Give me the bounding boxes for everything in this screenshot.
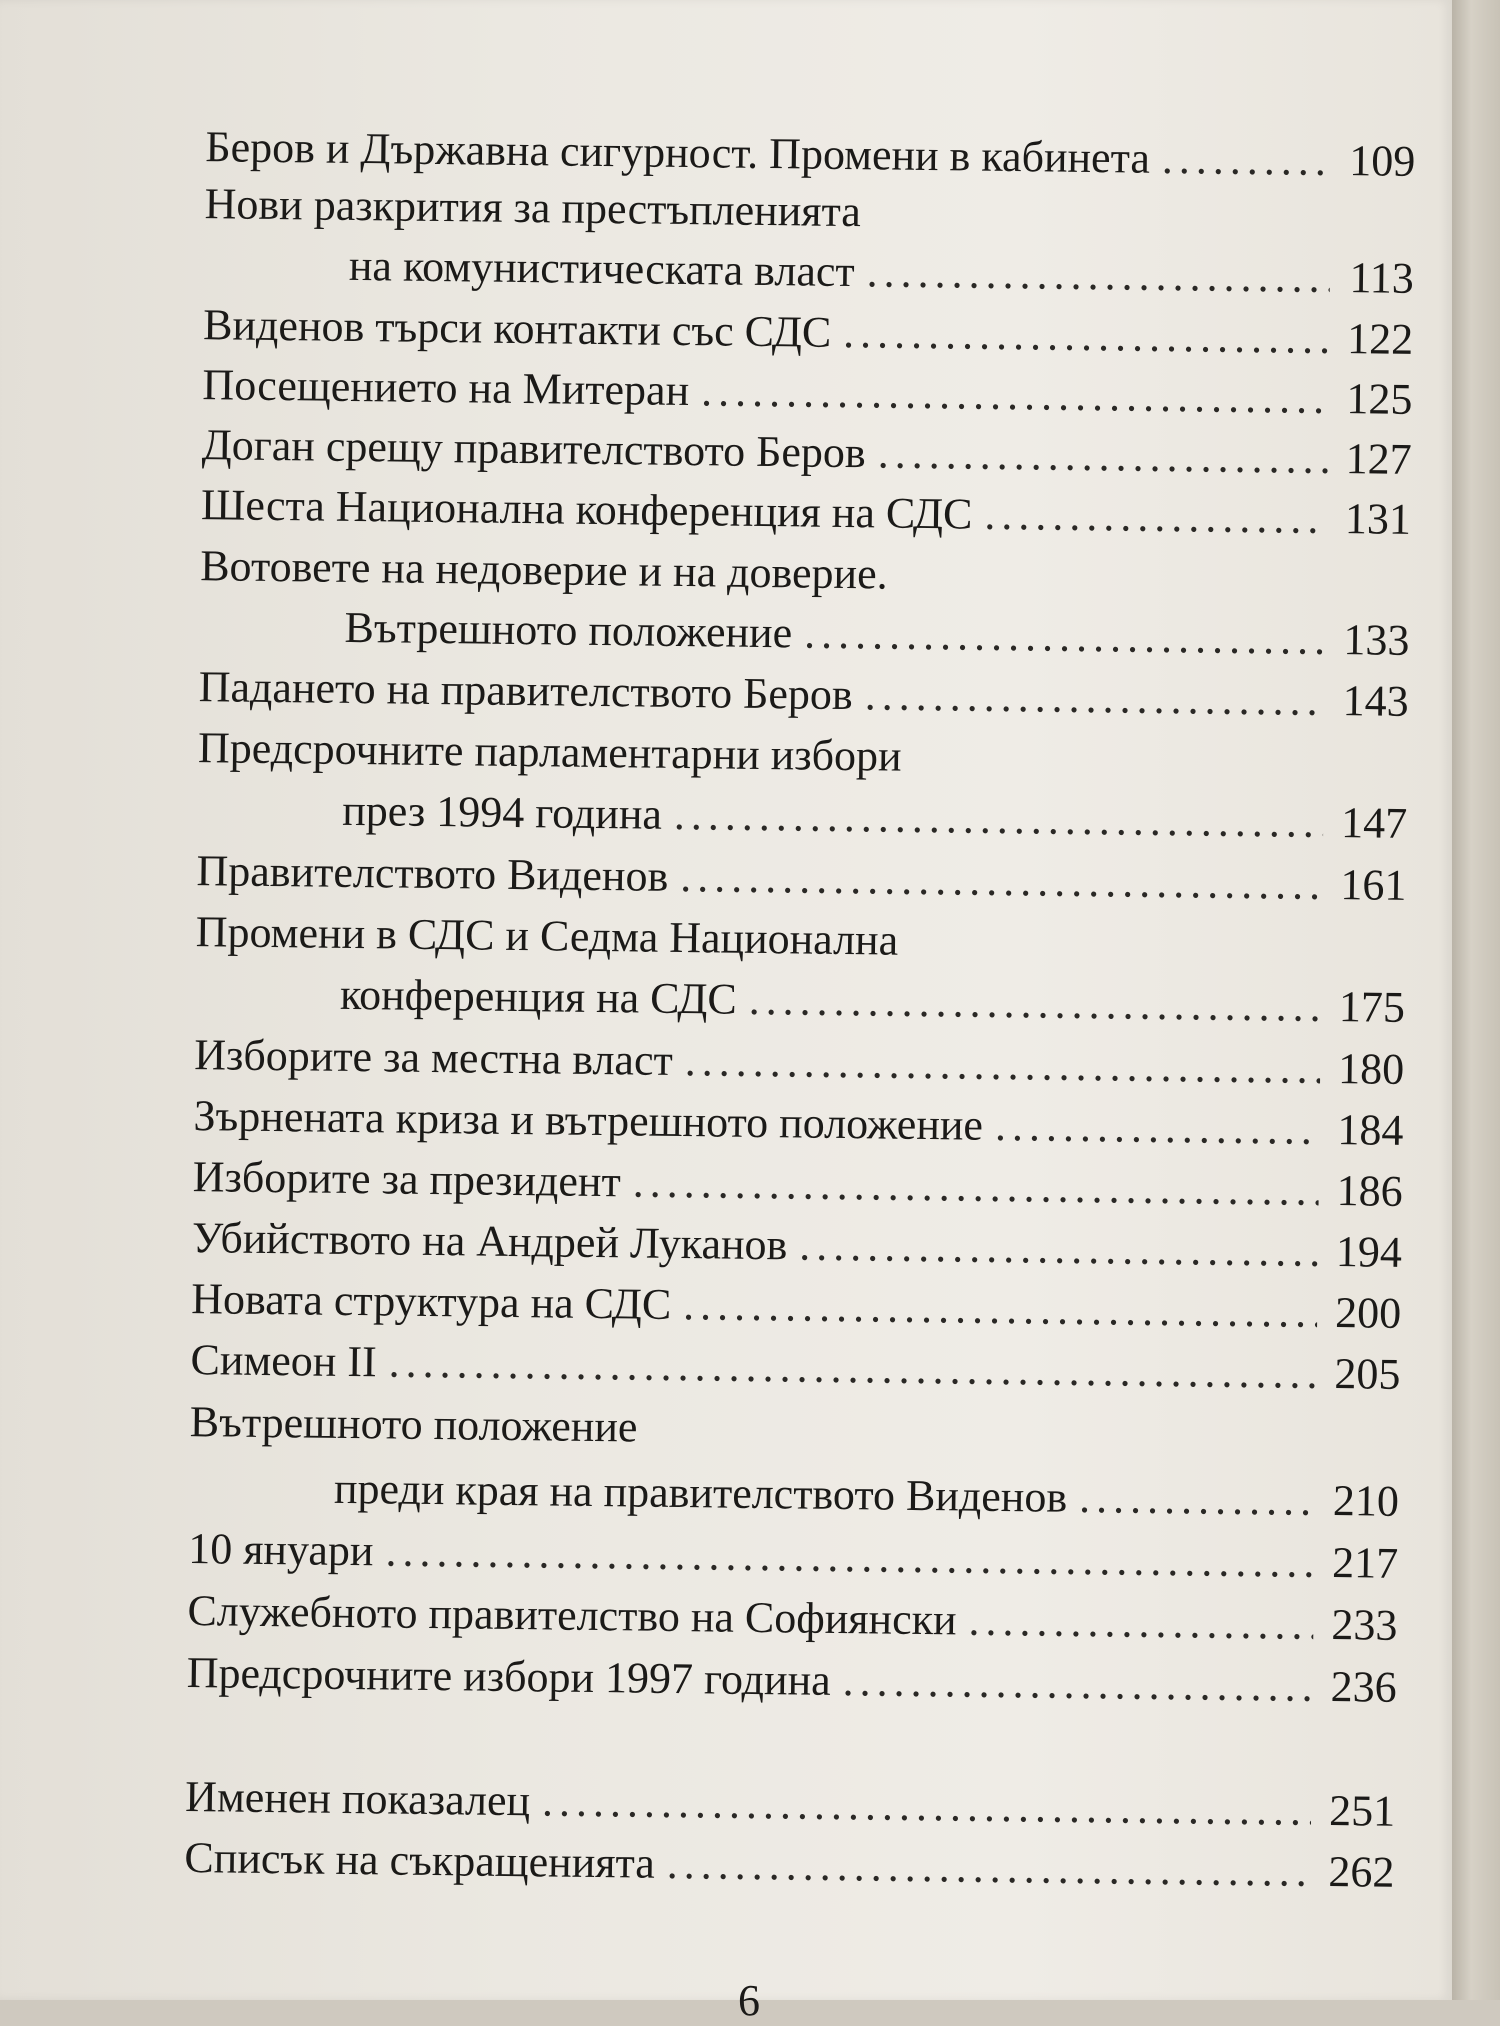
- toc-leader-dots: [864, 669, 1325, 726]
- toc-page-number: 127: [1345, 434, 1412, 484]
- toc-entry: [203, 299, 1414, 370]
- toc-entry: [201, 419, 1412, 490]
- toc-entry-title: конференция на СДС: [339, 969, 738, 1024]
- toc-page-number: 200: [1334, 1288, 1402, 1338]
- toc-leader-dots: [748, 974, 1321, 1032]
- toc-leader-dots: [388, 1336, 1316, 1398]
- toc-entry-continuation: [189, 1461, 1400, 1532]
- toc-leader-dots: [1162, 133, 1332, 186]
- toc-leader-dots: [632, 1156, 1319, 1215]
- toc-entry: [201, 479, 1412, 550]
- toc-entry: [186, 1647, 1397, 1718]
- toc-entry-continuation: [204, 238, 1415, 309]
- toc-leader-dots: [674, 789, 1324, 848]
- toc-page-number: 180: [1337, 1044, 1405, 1094]
- toc-entry-title: Шеста Национална конференция на СДС: [200, 480, 973, 539]
- toc-leader-dots: [799, 1220, 1318, 1277]
- toc-entry-title: Предсрочните парламентарни избори: [197, 723, 902, 781]
- toc-entry-title: Вътрешното положение: [189, 1397, 638, 1452]
- toc-page-number: 113: [1349, 253, 1415, 303]
- toc-page-number: 143: [1342, 676, 1409, 726]
- toc-entry-title: Служебното правителство на Софиянски: [187, 1586, 957, 1645]
- toc-page-number: 205: [1334, 1349, 1401, 1399]
- toc-entry: [202, 359, 1413, 430]
- toc-leader-dots: [842, 1655, 1313, 1712]
- toc-entry-title: Вотовете на недоверие и на доверие.: [199, 541, 888, 599]
- toc-entry-title: Виденов търси контакти със СДС: [202, 300, 832, 357]
- toc-entry: [185, 1771, 1396, 1842]
- toc-page-number: 251: [1328, 1786, 1396, 1836]
- toc-leader-dots: [385, 1525, 1314, 1587]
- toc-entry-title: Изборите за местна власт: [193, 1030, 674, 1085]
- toc-leader-dots: [684, 1035, 1320, 1094]
- toc-entry-title: Убийството на Андрей Луканов: [191, 1213, 788, 1270]
- toc-entry-title: Доган срещу правителството Беров: [201, 420, 867, 478]
- toc-entry: [184, 1832, 1395, 1903]
- toc-entry: [190, 1334, 1401, 1405]
- toc-entry: [194, 1029, 1405, 1100]
- toc-entry-title: Беров и Държавна сигурност. Промени в кабинета: [205, 122, 1151, 183]
- toc-page-number: 233: [1331, 1600, 1398, 1650]
- toc-entry-title: Вътрешното положение: [344, 602, 793, 658]
- toc-leader-dots: [995, 1100, 1320, 1155]
- toc-leader-dots: [667, 1838, 1311, 1897]
- toc-entry-title: Посещението на Митеран: [202, 360, 690, 416]
- toc-leader-dots: [701, 365, 1329, 424]
- toc-page-number: 133: [1343, 615, 1410, 665]
- toc-leader-dots: [683, 1279, 1318, 1338]
- toc-entry: [191, 1273, 1402, 1344]
- toc-entry-title: през 1994 година: [341, 785, 663, 839]
- toc-entry-title: Предсрочните избори 1997 година: [186, 1648, 832, 1705]
- toc-entry-title: Промени в СДС и Седма Национална: [195, 907, 899, 965]
- toc-leader-dots: [866, 246, 1330, 303]
- toc-entry-title: Правителството Виденов: [196, 846, 669, 901]
- toc-entry-title: 10 януари: [187, 1524, 374, 1576]
- toc-page-number: 210: [1332, 1476, 1400, 1526]
- toc-entry: [193, 1090, 1404, 1161]
- toc-page-number: 125: [1346, 374, 1413, 424]
- toc-entry-title: Списък на съкращенията: [184, 1833, 656, 1888]
- toc-page-number: 147: [1340, 798, 1408, 848]
- toc-leader-dots: [968, 1595, 1313, 1650]
- toc-entry-title: Зърнената криза и вътрешното положение: [193, 1091, 984, 1150]
- page-number-footer: 6: [738, 1976, 760, 2025]
- toc-leader-dots: [680, 851, 1323, 910]
- toc-entry-title: Падането на правителството Беров: [198, 662, 854, 720]
- toc-entry-title: Именен показалец: [184, 1772, 531, 1826]
- toc-leader-dots: [984, 489, 1327, 544]
- toc-entry: [198, 722, 1409, 793]
- toc-entry: [198, 661, 1409, 732]
- toc-leader-dots: [542, 1775, 1312, 1835]
- toc-page-number: 161: [1340, 860, 1407, 910]
- toc-entry-title: Симеон II: [190, 1335, 377, 1387]
- toc-page-number: 122: [1346, 314, 1414, 364]
- toc-page-number: 131: [1344, 494, 1412, 544]
- toc-leader-dots: [877, 427, 1328, 483]
- toc-leader-dots: [843, 307, 1330, 364]
- toc-page-number: 236: [1330, 1662, 1397, 1712]
- toc-page-number: 194: [1335, 1227, 1403, 1277]
- toc-entry-continuation: [199, 600, 1410, 671]
- toc-page-number: 175: [1338, 982, 1406, 1032]
- toc-entry-continuation: [197, 783, 1408, 854]
- toc-page-number: 186: [1336, 1166, 1404, 1216]
- toc-entry-title: Изборите за президент: [192, 1152, 622, 1207]
- toc-entry: [196, 845, 1407, 916]
- toc-leader-dots: [804, 608, 1326, 665]
- toc-entry: [188, 1523, 1399, 1594]
- toc-entry: [187, 1585, 1398, 1656]
- toc-entry: [192, 1212, 1403, 1283]
- toc-page-number: 217: [1331, 1538, 1399, 1588]
- toc-page-number: 262: [1328, 1847, 1395, 1897]
- toc-entry-title: Новата структура на СДС: [191, 1274, 672, 1329]
- toc-entry: [192, 1151, 1403, 1222]
- toc-page-number: 184: [1337, 1105, 1404, 1155]
- toc-entry-continuation: [195, 967, 1406, 1038]
- toc-page-number: 109: [1348, 136, 1416, 186]
- toc-leader-dots: [1079, 1472, 1315, 1526]
- toc-entry: [195, 906, 1406, 977]
- toc-entry: [200, 540, 1411, 611]
- toc-entry-title: на комунистическата власт: [348, 240, 855, 297]
- toc-entry: [189, 1396, 1400, 1467]
- toc-entry-title: Нови разкрития за престъпленията: [204, 179, 862, 237]
- toc-entry-title: преди края на правителството Виденов: [333, 1463, 1068, 1522]
